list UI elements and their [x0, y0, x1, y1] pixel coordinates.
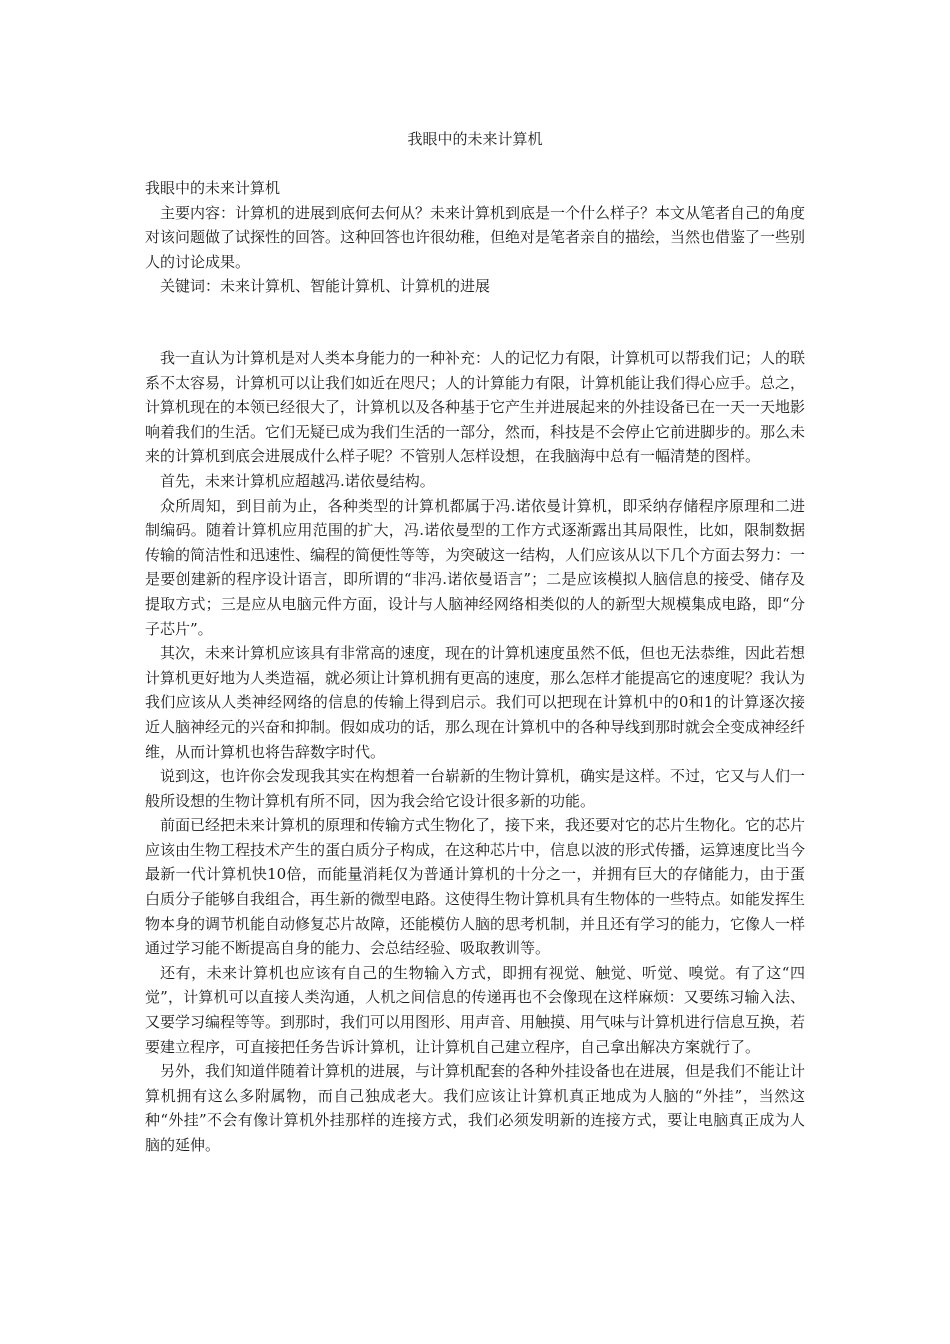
- article-body: [145, 346, 805, 1158]
- page-title: 我眼中的未来计算机: [407, 130, 543, 148]
- body-paragraph: 还有，未来计算机也应该有自己的生物输入方式，即拥有视觉、触觉、听觉、嗅觉。有了这“四觉”，计算机可以直接人类沟通，人机之间信息的传递再也不会像现在这样麻烦：又要练习输入法、又要学习编程等等。到那时，我们可以用图形、用声音、用触摸、用气味与计算机进行信息互换，若要建立程序，可直接把任务告诉计算机，让计算机自己建立程序，自己拿出解决方案就行了。: [145, 963, 806, 1056]
- body-paragraph: 前面已经把未来计算机的原理和传输方式生物化了，接下来，我还要对它的芯片生物化。它的芯片应该由生物工程技术产生的蛋白质分子构成，在这种芯片中，信息以波的形式传播，运算速度比当今最新一代计算机快10倍，而能量消耗仅为普通计算机的十分之一，并拥有巨大的存储能力，由于蛋白质分子能够自我组合，再生新的微型电路。这使得生物计算机具有生物体的一些特点。如能发挥生物本身的调节机能自动修复芯片故障，还能模仿人脑的思考机制，并且还有学习的能力，它像人一样通过学习能不断提高自身的能力、会总结经验、吸取教训等。: [145, 816, 806, 958]
- body-paragraph: 众所周知，到目前为止，各种类型的计算机都属于冯.诺依曼计算机，即采纳存储程序原理和二进制编码。随着计算机应用范围的扩大，冯.诺依曼型的工作方式逐渐露出其局限性，比如，限制数据传输的简洁性和迅速性、编程的简便性等等，为突破这一结构，人们应该从以下几个方面去努力：一是要创建新的程序设计语言，即所谓的“非冯.诺依曼语言”；二是应该模拟人脑信息的接受、储存及提取方式；三是应从电脑元件方面，设计与人脑神经网络相类似的人的新型大规模集成电路，即“分子芯片”。: [145, 496, 806, 638]
- summary-paragraph: 主要内容：计算机的进展到底何去何从？未来计算机到底是一个什么样子？本文从笔者自己的角度对该问题做了试探性的回答。这种回答也许很幼稚，但绝对是笔者亲自的描绘，当然也借鉴了一些别人的讨论成果。: [145, 203, 806, 271]
- body-paragraph: 另外，我们知道伴随着计算机的进展，与计算机配套的各种外挂设备也在进展，但是我们不能让计算机拥有这么多附属物，而自己独成老大。我们应该让计算机真正地成为人脑的“外挂”，当然这种“外挂”不会有像计算机外挂那样的连接方式，我们必须发明新的连接方式，要让电脑真正成为人脑的延伸。: [145, 1062, 806, 1154]
- keywords-paragraph: 关键词：未来计算机、智能计算机、计算机的进展: [160, 277, 491, 296]
- body-paragraph: 说到这，也许你会发现我其实在构想着一台崭新的生物计算机，确实是这样。不过，它又与人们一般所设想的生物计算机有所不同，因为我会给它设计很多新的功能。: [145, 767, 806, 810]
- intro-heading: 我眼中的未来计算机: [145, 179, 281, 197]
- intro-section: [145, 176, 805, 299]
- body-paragraph: 首先，未来计算机应超越冯.诺依曼结构。: [160, 471, 435, 490]
- body-paragraph: 我一直认为计算机是对人类本身能力的一种补充：人的记忆力有限，计算机可以帮我们记；人的联系不太容易，计算机可以让我们如近在咫尺；人的计算能力有限，计算机能让我们得心应手。总之，计算机现在的本领已经很大了，计算机以及各种基于它产生并进展起来的外挂设备已在一天一天地影响着我们的生活。它们无疑已成为我们生活的一部分，然而，科技是不会停止它前进脚步的。那么未来的计算机到底会进展成什么样子呢？不管别人怎样设想，在我脑海中总有一幅清楚的图样。: [145, 349, 806, 466]
- body-paragraph: 其次，未来计算机应该具有非常高的速度，现在的计算机速度虽然不低，但也无法恭维，因此若想计算机更好地为人类造福，就必须让计算机拥有更高的速度，那么怎样才能提高它的速度呢？我认为我们应该从人类神经网络的信息的传输上得到启示。我们可以把现在计算机中的0和1的计算逐次接近人脑神经元的兴奋和抑制。假如成功的话，那么现在计算机中的各种导线到那时就会全变成神经纤维，从而计算机也将告辞数字时代。: [145, 644, 806, 761]
